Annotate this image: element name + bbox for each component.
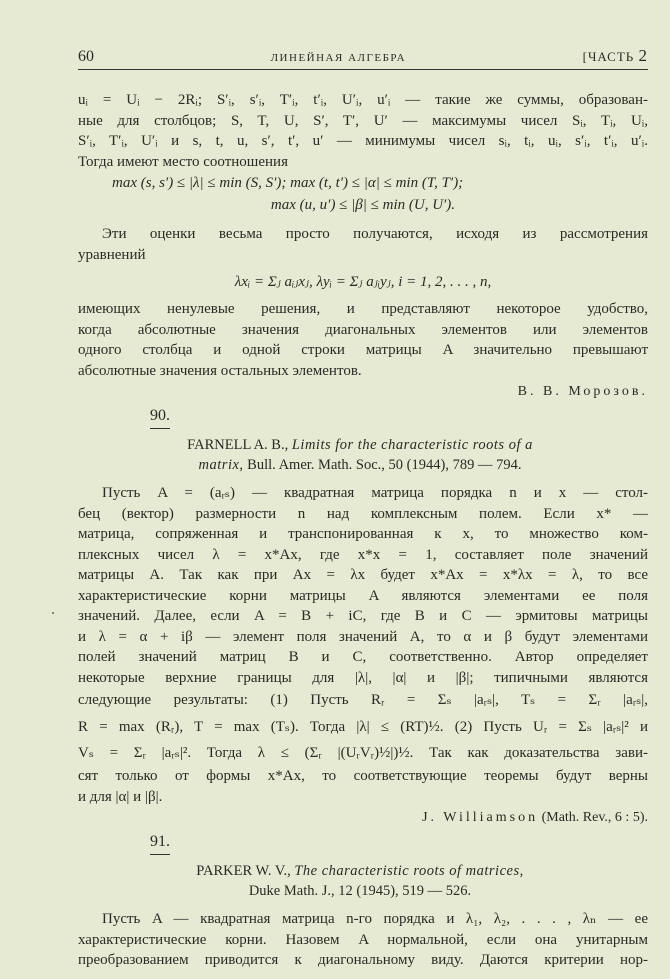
text-line: имеющих ненулевые решения, и представляют некоторое удобство, [78, 301, 648, 317]
formula-bounds-2: max (u, u′) ≤ |β| ≤ min (U, U′). [270, 197, 456, 213]
abstract-90 [78, 483, 648, 807]
text-line: значений. Далее, если A = B + iC, где B и C — эрмитовы матрицы [78, 608, 648, 624]
text-line: uᵢ = Uᵢ − 2Rᵢ; S′ᵢ, s′ᵢ, T′ᵢ, t′ᵢ, U′ᵢ, u′ᵢ — такие же суммы, образован- [78, 92, 648, 108]
scan-speck [52, 612, 54, 614]
text-line: абсолютные значения остальных элементов. [78, 362, 362, 379]
section-number: 2 [638, 46, 648, 65]
text-line: матрицы A. Так как при Ax = λx будет x*Ax = x*λx = λ, то все [78, 567, 648, 583]
ref-title-cont: matrix, [198, 457, 244, 473]
text-line: матрица, сопряженная и транспонированная к x, то множество ком- [78, 526, 648, 542]
text-line: Эти оценки весьма просто получаются, исходя из рассмотрения [102, 226, 648, 242]
bibliographic-reference [150, 861, 570, 901]
paragraph-2 [78, 224, 648, 265]
section-prefix: [ЧАСТЬ [582, 49, 635, 64]
text-line: следующие результаты: (1) Пусть Rᵣ = Σₛ |aᵣₛ|, Tₛ = Σᵣ |aᵣₛ|, [78, 692, 648, 708]
reviewer-name: J. Williamson [422, 810, 539, 825]
paragraph-3 [78, 299, 648, 381]
text-line: ные для столбцов; S, T, U, S′, T′, U′ — максимумы чисел Sᵢ, Tᵢ, Uᵢ, [78, 112, 648, 129]
text-line: Тогда имеют место соотношения [78, 153, 288, 170]
ref-title: Limits for the characteristic roots of a [291, 437, 533, 453]
section-label [583, 46, 648, 66]
text-line: преобразованием приводится к диагональному виду. Даются критерии нор- [78, 952, 648, 968]
ref-source: Duke Math. J., 12 (1945), 519 — 526. [248, 883, 472, 899]
reviewer-signature [78, 807, 648, 829]
text-line: Пусть A = (aᵣₛ) — квадратная матрица порядка n и x — стол- [102, 485, 648, 501]
text-line: характеристические корни. Назовем A нормальной, если она унитарным [78, 931, 648, 948]
bibliographic-reference [150, 435, 570, 475]
entry-number: 90. [150, 405, 170, 429]
text-line: уравнений [78, 246, 146, 263]
formula-equations: λxᵢ = Σⱼ aᵢⱼxⱼ, λyᵢ = Σⱼ aⱼᵢyⱼ, i = 1, 2, . . . , n, [234, 274, 492, 290]
book-page [78, 46, 648, 971]
running-header [78, 46, 648, 70]
ref-authors: PARKER W. V., [196, 863, 291, 879]
text-line: плексных чисел λ = x*Ax, где x*x = 1, составляет поле значений [78, 546, 648, 563]
running-title: ЛИНЕЙНАЯ АЛГЕБРА [270, 52, 407, 64]
paragraph-1 [78, 90, 648, 172]
text-line: бец (вектор) размерности n над комплексным полем. Если x* — [78, 505, 648, 522]
text-line: Vₛ = Σᵣ |aᵣₛ|². Тогда λ ≤ (Σᵣ |(UᵣVᵣ)½|)½. Так как доказательства зави- [78, 745, 648, 761]
text-line: когда абсолютные значения диагональных элементов или элементов [78, 321, 648, 338]
text-line: R = max (Rᵣ), T = max (Tₛ). Тогда |λ| ≤ (RT)½. (2) Пусть Uᵣ = Σₛ |aᵣₛ|² и [78, 719, 648, 735]
text-line: Пусть A — квадратная матрица n-го порядка и λ₁, λ₂, . . . , λₙ — ее [102, 911, 648, 927]
formula-bounds-1: max (s, s′) ≤ |λ| ≤ min (S, S′); max (t, t′) ≤ |α| ≤ min (T, T′); [112, 175, 464, 191]
text-line: и λ = α + iβ — элемент поля значений A, то α и β будут элементами [78, 628, 648, 645]
text-line: сят только от формы x*Ax, то соответствующие теоремы будут верны [78, 768, 648, 784]
ref-source: Bull. Amer. Math. Soc., 50 (1944), 789 — 794. [247, 457, 522, 473]
ref-authors: FARNELL A. B., [187, 437, 289, 453]
reviewer-source: (Math. Rev., 6 : 5). [541, 810, 648, 825]
abstract-91 [78, 909, 648, 971]
text-line: характеристические корни матрицы A являются элементами ее поля [78, 587, 648, 604]
ref-title: The characteristic roots of matrices, [294, 863, 524, 879]
page-number: 60 [78, 48, 94, 65]
text-line: полей значений матриц B и C, соответственно. Автор определяет [78, 649, 648, 665]
text-line: S′ᵢ, T′ᵢ, U′ᵢ и s, t, u, s′, t′, u′ — минимумы чисел sᵢ, tᵢ, uᵢ, s′ᵢ, t′ᵢ, u′ᵢ. [78, 133, 648, 149]
text-line: и для |α| и |β|. [78, 788, 163, 805]
text-line: некоторые верхние границы для |λ|, |α| и |β|; типичными являются [78, 669, 648, 686]
text-line: одного столбца и одной строки матрицы A значительно превышают [78, 342, 648, 358]
entry-number: 91. [150, 831, 170, 855]
reviewer-signature: В. В. Морозов. [517, 384, 648, 399]
